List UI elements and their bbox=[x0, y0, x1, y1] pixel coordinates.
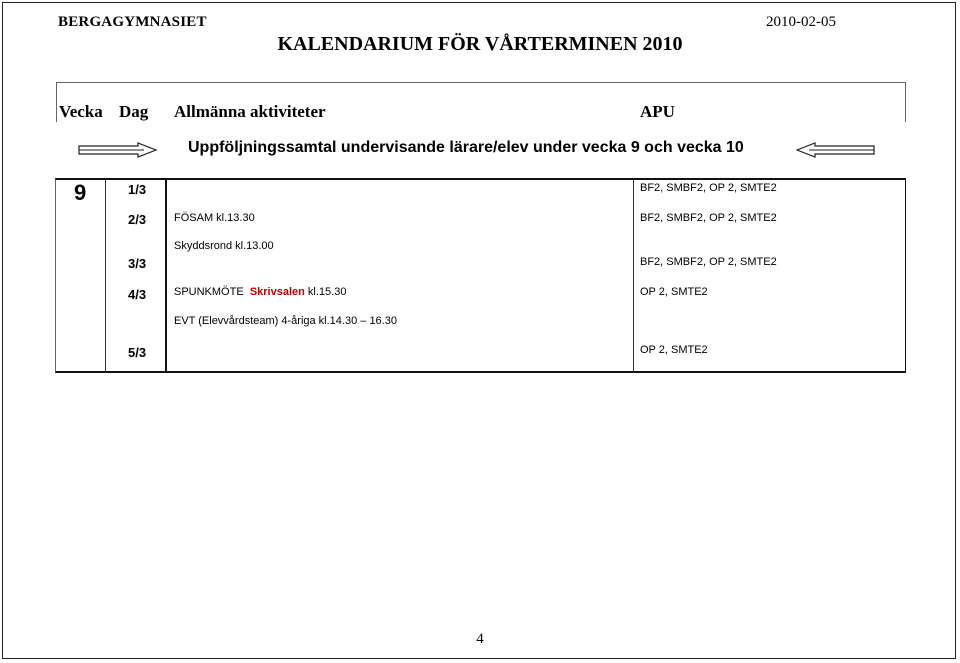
grid-divider-apu bbox=[633, 178, 634, 373]
activity-location-highlight: Skrivsalen bbox=[249, 286, 305, 298]
activity-suffix: kl.15.30 bbox=[307, 286, 347, 298]
activity-text: EVT (Elevvårdsteam) 4-åriga kl.14.30 – 16.30 bbox=[174, 315, 397, 327]
apu-cell: BF2, SMBF2, OP 2, SMTE2 bbox=[640, 256, 777, 268]
activity-text: Skyddsrond kl.13.00 bbox=[174, 240, 274, 252]
activity-prefix: SPUNKMÖTE bbox=[174, 286, 244, 298]
column-header-activities: Allmänna aktiviteter bbox=[174, 102, 326, 121]
apu-cell: BF2, SMBF2, OP 2, SMTE2 bbox=[640, 182, 777, 194]
activity-text bbox=[174, 286, 346, 298]
apu-cell: OP 2, SMTE2 bbox=[640, 286, 708, 298]
left-arrow-icon bbox=[796, 142, 876, 158]
column-header-apu: APU bbox=[640, 102, 675, 121]
apu-cell: OP 2, SMTE2 bbox=[640, 344, 708, 356]
page-number: 4 bbox=[476, 631, 484, 647]
day-label: 3/3 bbox=[128, 256, 147, 271]
grid-divider-day bbox=[165, 178, 167, 373]
column-header-week: Vecka bbox=[59, 102, 103, 121]
document-date: 2010-02-05 bbox=[766, 14, 836, 30]
activity-text: FÖSAM kl.13.30 bbox=[174, 212, 255, 224]
apu-cell: BF2, SMBF2, OP 2, SMTE2 bbox=[640, 212, 777, 224]
page-title: KALENDARIUM FÖR VÅRTERMINEN 2010 bbox=[277, 33, 683, 55]
week-number: 9 bbox=[74, 180, 87, 205]
right-arrow-icon bbox=[78, 142, 158, 158]
schedule-table bbox=[55, 178, 906, 373]
day-label: 4/3 bbox=[128, 287, 147, 302]
day-label: 2/3 bbox=[128, 212, 147, 227]
day-label: 1/3 bbox=[128, 182, 147, 197]
column-header-day: Dag bbox=[119, 102, 149, 121]
day-label: 5/3 bbox=[128, 345, 147, 360]
school-name: BERGAGYMNASIET bbox=[58, 14, 207, 30]
subtitle: Uppföljningssamtal undervisande lärare/elev under vecka 9 och vecka 10 bbox=[188, 139, 744, 156]
grid-divider-week bbox=[105, 178, 106, 373]
